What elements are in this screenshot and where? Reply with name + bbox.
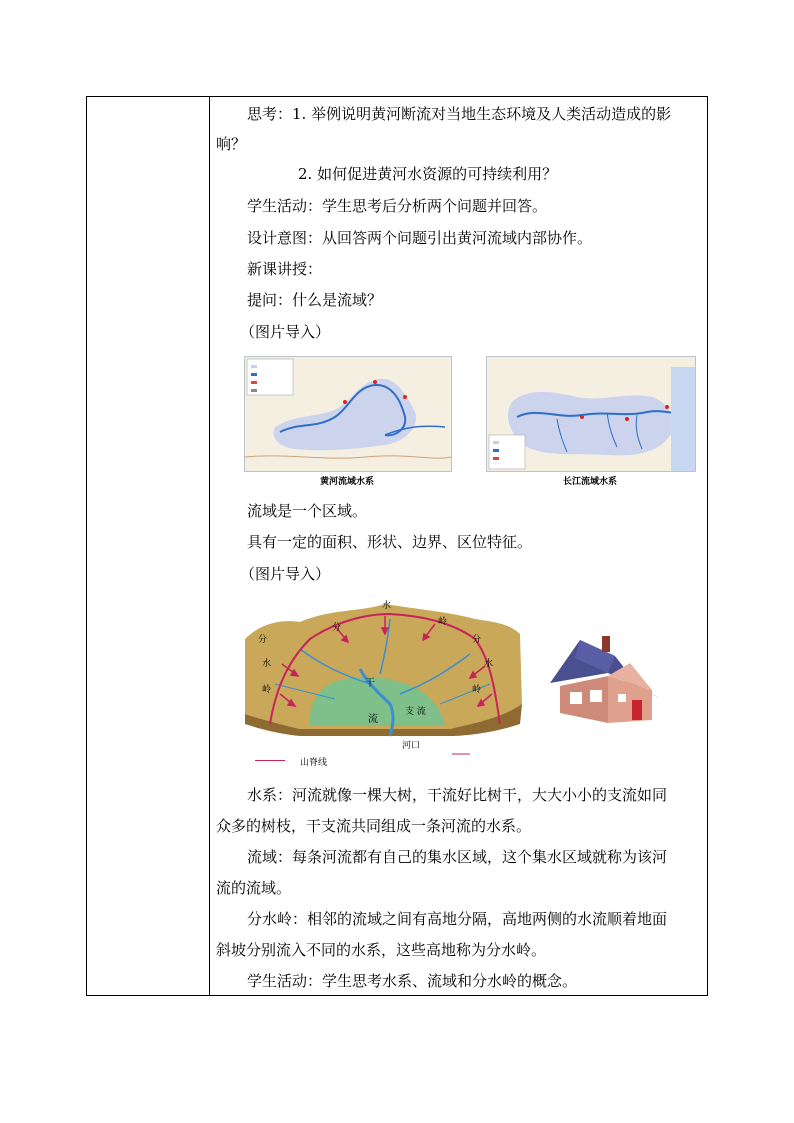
text-think-1-cont: 响？ xyxy=(216,135,247,153)
main-stream-label-2: 流 xyxy=(368,714,378,725)
yellow-river-caption: 黄河流域水系 xyxy=(319,476,374,486)
text-question: 提问：什么是流域？ xyxy=(247,291,383,309)
tributary-label: 支 流 xyxy=(405,707,426,717)
text-water-system: 水系：河流就像一棵大树，干流好比树干，大大小小的支流如同 xyxy=(247,786,668,804)
ridge-top-label-3: 岭 xyxy=(438,617,448,627)
text-student-activity-2: 学生活动：学生思考水系、流域和分水岭的概念。 xyxy=(247,972,578,990)
text-basin-features: 具有一定的面积、形状、边界、区位特征。 xyxy=(247,533,533,551)
text-student-activity-1: 学生活动：学生思考后分析两个问题并回答。 xyxy=(247,197,548,215)
column-divider xyxy=(209,97,210,995)
text-new-lesson: 新课讲授： xyxy=(247,260,323,278)
yellow-river-map-graphic xyxy=(245,357,451,471)
text-design-intent: 设计意图：从回答两个问题引出黄河流域内部协作。 xyxy=(247,229,593,247)
text-think-1: 思考：1. 举例说明黄河断流对当地生态环境及人类活动造成的影 xyxy=(247,105,672,123)
ridge-right-label-3: 岭 xyxy=(472,685,482,695)
river-mouth-label: 河口 xyxy=(402,741,421,751)
legend-ridge-label: 山脊线 xyxy=(300,757,328,767)
yangtze-river-map xyxy=(486,356,696,472)
text-think-2: 2. 如何促进黄河水资源的可持续利用？ xyxy=(298,165,558,183)
ridge-left-label-1: 分 xyxy=(258,635,268,645)
ridge-top-label-2: 水 xyxy=(382,601,392,611)
text-water-system-cont: 众多的树枝，干支流共同组成一条河流的水系。 xyxy=(216,817,532,835)
text-basin-region: 流域是一个区域。 xyxy=(247,502,368,520)
text-image-intro-2: （图片导入） xyxy=(240,565,331,583)
main-stream-label-1: 干 xyxy=(365,678,375,689)
watershed-diagram xyxy=(240,594,525,774)
ridge-left-label-2: 水 xyxy=(262,659,272,669)
text-image-intro-1: （图片导入） xyxy=(240,323,331,341)
ridge-right-label-1: 分 xyxy=(472,635,482,645)
legend-ridge-line xyxy=(255,760,285,761)
ridge-right-label-2: 水 xyxy=(484,659,494,669)
ridge-left-label-3: 岭 xyxy=(262,685,272,695)
text-divide-def: 分水岭：相邻的流域之间有高地分隔，高地两侧的水流顺着地面 xyxy=(247,910,668,928)
text-basin-def: 流域：每条河流都有自己的集水区域，这个集水区域就称为该河 xyxy=(247,848,668,866)
ridge-top-label-1: 分 xyxy=(332,623,342,633)
text-divide-def-cont: 斜坡分别流入不同的水系，这些高地称为分水岭。 xyxy=(216,941,547,959)
yellow-river-map xyxy=(244,356,452,472)
yangtze-river-caption: 长江流域水系 xyxy=(562,476,617,486)
yangtze-river-map-graphic xyxy=(487,357,695,471)
house-illustration xyxy=(540,628,670,728)
text-basin-def-cont: 流的流域。 xyxy=(216,879,292,897)
